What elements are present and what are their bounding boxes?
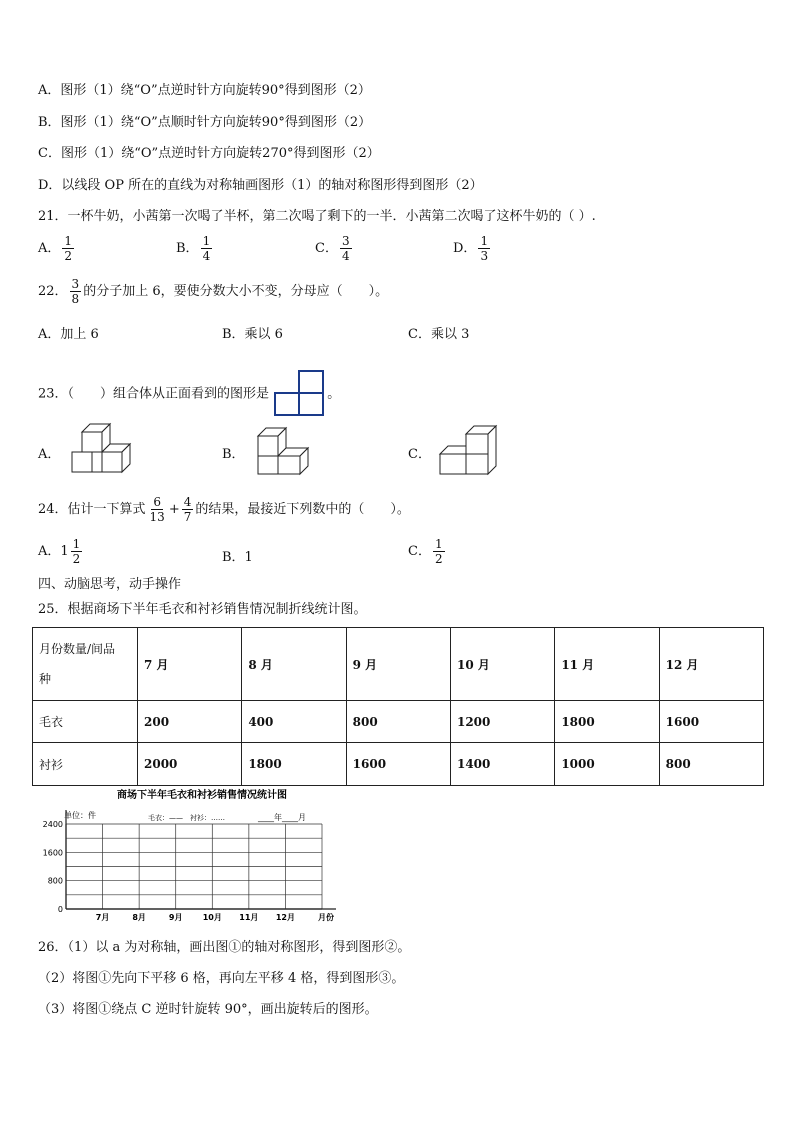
- y-tick-label: 0: [57, 905, 63, 914]
- q20-option-b: B．图形（1）绕“O”点顺时针方向旋转90°得到图形（2）: [38, 115, 372, 130]
- q20-option-d: D．以线段 OP 所在的直线为对称轴画图形（1）的轴对称图形得到图形（2）: [38, 178, 483, 193]
- q23-option-c-label: C．: [408, 447, 431, 462]
- q24-option-c: C． $\frac{1}{2}$: [408, 537, 443, 566]
- q22-option-a: A．加上 6: [38, 327, 99, 342]
- table-header-month: 10 月: [450, 628, 554, 701]
- table-cell: 1800: [242, 743, 346, 786]
- front-view-figure: [273, 369, 327, 419]
- row-name: 毛衣: [33, 701, 138, 743]
- sales-table: [32, 627, 764, 786]
- x-tick-label: 8月: [132, 913, 146, 922]
- table-cell: 200: [138, 701, 242, 743]
- q23-option-b-label: B．: [222, 447, 245, 462]
- q26-part2: （2）将图①先向下平移 6 格，再向左平移 4 格，得到图形③。: [38, 971, 405, 986]
- q23-option-b-cubes: [256, 424, 318, 476]
- x-tick-label: 11月: [239, 913, 259, 922]
- q21-option-a: A． $\frac{1}{2}$: [38, 234, 73, 263]
- chart-grid: [66, 810, 336, 909]
- q25-text: 25．根据商场下半年毛衣和衬衫销售情况制折线统计图。: [38, 602, 367, 617]
- x-axis-label: 月份: [318, 913, 334, 922]
- q22-option-c: C．乘以 3: [408, 327, 470, 342]
- q21-option-d: D． $\frac{1}{3}$: [453, 234, 489, 263]
- x-tick-label: 9月: [168, 913, 183, 922]
- chart-ticks: [43, 820, 334, 922]
- q23-option-c-cubes: [438, 424, 500, 480]
- q23-option-a-cubes: [70, 422, 132, 480]
- table-cell: 800: [346, 701, 450, 743]
- table-header-month: 8 月: [242, 628, 346, 701]
- chart-legend: 毛衣：—— 衬衫：……: [148, 814, 225, 822]
- table-cell: 400: [242, 701, 346, 743]
- sales-line-chart: [36, 786, 356, 926]
- table-cell: 800: [659, 743, 763, 786]
- x-tick-label: 12月: [275, 913, 295, 922]
- section-heading: 四、动脑思考，动手操作: [38, 577, 182, 592]
- q22-text: 22． $\frac{3}{8}$ 的分子加上 6，要使分数大小不变，分母应（ ）。: [38, 277, 389, 306]
- chart-unit-label: 单位：件: [64, 811, 96, 820]
- table-header-month: 11 月: [555, 628, 659, 701]
- x-tick-label: 10月: [202, 913, 222, 922]
- table-cell: 1400: [450, 743, 554, 786]
- q26-part1: 26．（1）以 a 为对称轴，画出图①的轴对称图形，得到图形②。: [38, 940, 411, 955]
- q24-option-b: B．1: [222, 550, 253, 565]
- table-cell: 1600: [346, 743, 450, 786]
- q21-text: 21．一杯牛奶，小茜第一次喝了半杯，第二次喝了剩下的一半．小茜第二次喝了这杯牛奶的（ ）.: [38, 209, 596, 224]
- chart-date-blank: ____年____月: [258, 813, 306, 822]
- y-tick-label: 1600: [42, 848, 63, 858]
- table-cell: 2000: [138, 743, 242, 786]
- chart-title: 商场下半年毛衣和衬衫销售情况统计图: [117, 790, 287, 801]
- q23-text: 23．（ ）组合体从正面看到的图形是 。: [38, 369, 340, 419]
- q24-text: 24．估计一下算式 $\frac{6}{13}$ + $\frac{4}{7}$ 的结果，最接近下列数中的（ ）。: [38, 495, 410, 524]
- y-tick-label: 800: [47, 876, 63, 886]
- x-tick-label: 7月: [95, 913, 110, 922]
- q21-option-c: C． $\frac{3}{4}$: [315, 234, 350, 263]
- table-header-month: 12 月: [659, 628, 763, 701]
- table-header-corner: 月份数量/间品 种: [33, 628, 138, 701]
- q20-option-a: A．图形（1）绕“O”点逆时针方向旋转90°得到图形（2）: [38, 83, 371, 98]
- q23-option-a-label: A．: [38, 447, 61, 462]
- q20-option-c: C．图形（1）绕“O”点逆时针方向旋转270°得到图形（2）: [38, 146, 380, 161]
- row-name: 衬衫: [33, 743, 138, 786]
- q26-part3: （3）将图①绕点 C 逆时针旋转 90°，画出旋转后的图形。: [38, 1002, 378, 1017]
- table-row: [33, 743, 764, 786]
- q22-option-b: B．乘以 6: [222, 327, 283, 342]
- table-cell: 1000: [555, 743, 659, 786]
- q21-option-b: B． $\frac{1}{4}$: [176, 234, 211, 263]
- table-header-month: 9 月: [346, 628, 450, 701]
- table-header-month: 7 月: [138, 628, 242, 701]
- q24-option-a: A． 1 $\frac{1}{2}$: [38, 537, 81, 566]
- table-row: [33, 701, 764, 743]
- table-cell: 1200: [450, 701, 554, 743]
- table-cell: 1600: [659, 701, 763, 743]
- table-cell: 1800: [555, 701, 659, 743]
- y-tick-label: 2400: [42, 820, 63, 829]
